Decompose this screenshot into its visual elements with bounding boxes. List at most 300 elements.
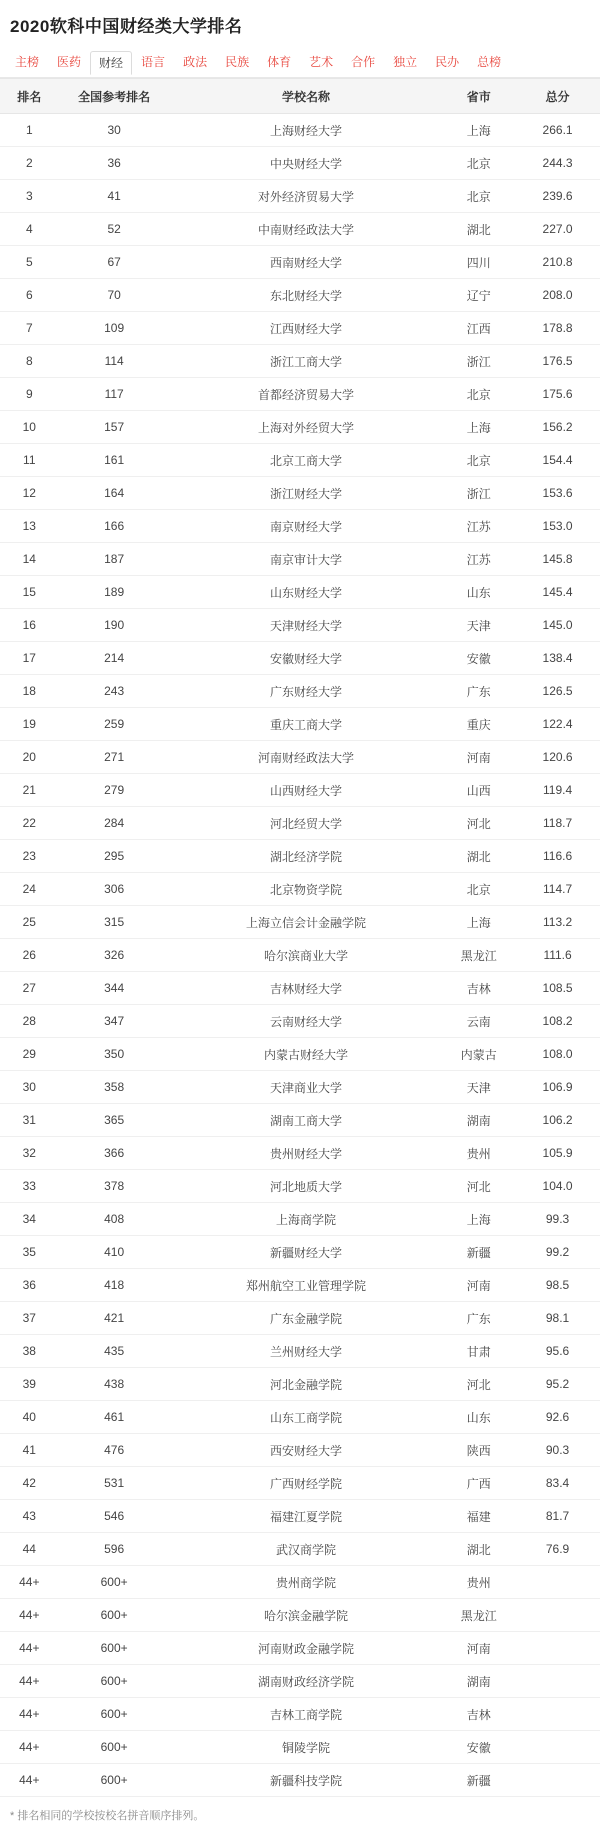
- cell-province: 广东: [442, 1302, 515, 1335]
- cell-rank: 38: [0, 1335, 59, 1368]
- cell-rank: 17: [0, 642, 59, 675]
- cell-national-rank: 421: [59, 1302, 170, 1335]
- column-header-2: 学校名称: [170, 79, 443, 114]
- tab-11[interactable]: 总榜: [477, 55, 502, 69]
- cell-province: 浙江: [442, 477, 515, 510]
- cell-score: [515, 1665, 600, 1698]
- cell-name: 广东金融学院: [170, 1302, 443, 1335]
- cell-name: 重庆工商大学: [170, 708, 443, 741]
- cell-rank: 19: [0, 708, 59, 741]
- cell-province: 北京: [442, 378, 515, 411]
- cell-name: 郑州航空工业管理学院: [170, 1269, 443, 1302]
- cell-province: 贵州: [442, 1566, 515, 1599]
- category-tabs: [0, 47, 600, 78]
- table-row: [0, 840, 600, 873]
- cell-score: 118.7: [515, 807, 600, 840]
- cell-province: 天津: [442, 1071, 515, 1104]
- cell-rank: 27: [0, 972, 59, 1005]
- cell-score: 99.3: [515, 1203, 600, 1236]
- table-row: [0, 939, 600, 972]
- table-header: [0, 79, 600, 114]
- table-row: [0, 1599, 600, 1632]
- tab-8[interactable]: 合作: [351, 55, 376, 69]
- cell-national-rank: 600+: [59, 1599, 170, 1632]
- cell-national-rank: 187: [59, 543, 170, 576]
- cell-national-rank: 284: [59, 807, 170, 840]
- cell-score: 208.0: [515, 279, 600, 312]
- cell-national-rank: 531: [59, 1467, 170, 1500]
- cell-province: 河北: [442, 1368, 515, 1401]
- cell-province: 河南: [442, 1269, 515, 1302]
- cell-rank: 37: [0, 1302, 59, 1335]
- cell-name: 天津财经大学: [170, 609, 443, 642]
- cell-name: 西南财经大学: [170, 246, 443, 279]
- table-row: [0, 1335, 600, 1368]
- cell-score: 76.9: [515, 1533, 600, 1566]
- table-row: [0, 279, 600, 312]
- cell-rank: 36: [0, 1269, 59, 1302]
- cell-national-rank: 67: [59, 246, 170, 279]
- tab-4[interactable]: 政法: [183, 55, 208, 69]
- cell-score: 108.5: [515, 972, 600, 1005]
- cell-province: 福建: [442, 1500, 515, 1533]
- cell-rank: 26: [0, 939, 59, 972]
- cell-name: 东北财经大学: [170, 279, 443, 312]
- ranking-table: [0, 78, 600, 1797]
- cell-national-rank: 70: [59, 279, 170, 312]
- cell-rank: 18: [0, 675, 59, 708]
- cell-province: 上海: [442, 906, 515, 939]
- table-row: [0, 345, 600, 378]
- table-row: [0, 114, 600, 147]
- cell-score: 244.3: [515, 147, 600, 180]
- cell-province: 广东: [442, 675, 515, 708]
- cell-national-rank: 600+: [59, 1665, 170, 1698]
- cell-score: 92.6: [515, 1401, 600, 1434]
- cell-province: 湖北: [442, 840, 515, 873]
- table-row: [0, 576, 600, 609]
- cell-rank: 22: [0, 807, 59, 840]
- table-header-row: [0, 79, 600, 114]
- table-row: [0, 180, 600, 213]
- table-row: [0, 246, 600, 279]
- cell-national-rank: 306: [59, 873, 170, 906]
- cell-name: 武汉商学院: [170, 1533, 443, 1566]
- cell-name: 湖北经济学院: [170, 840, 443, 873]
- cell-rank: 6: [0, 279, 59, 312]
- cell-rank: 44+: [0, 1665, 59, 1698]
- cell-national-rank: 600+: [59, 1698, 170, 1731]
- cell-rank: 20: [0, 741, 59, 774]
- cell-score: 81.7: [515, 1500, 600, 1533]
- cell-rank: 2: [0, 147, 59, 180]
- cell-national-rank: 279: [59, 774, 170, 807]
- table-row: [0, 1764, 600, 1797]
- cell-rank: 1: [0, 114, 59, 147]
- cell-score: 153.0: [515, 510, 600, 543]
- cell-national-rank: 546: [59, 1500, 170, 1533]
- cell-national-rank: 350: [59, 1038, 170, 1071]
- table-row: [0, 1533, 600, 1566]
- cell-national-rank: 243: [59, 675, 170, 708]
- tab-0[interactable]: 主榜: [15, 55, 40, 69]
- cell-national-rank: 600+: [59, 1731, 170, 1764]
- cell-name: 广西财经学院: [170, 1467, 443, 1500]
- cell-province: 黑龙江: [442, 939, 515, 972]
- table-row: [0, 873, 600, 906]
- cell-national-rank: 189: [59, 576, 170, 609]
- cell-rank: 44+: [0, 1698, 59, 1731]
- column-header-4: 总分: [515, 79, 600, 114]
- cell-score: 153.6: [515, 477, 600, 510]
- cell-national-rank: 259: [59, 708, 170, 741]
- cell-province: 北京: [442, 180, 515, 213]
- column-header-1: 全国参考排名: [59, 79, 170, 114]
- cell-name: 上海财经大学: [170, 114, 443, 147]
- cell-national-rank: 365: [59, 1104, 170, 1137]
- cell-province: 吉林: [442, 972, 515, 1005]
- cell-rank: 30: [0, 1071, 59, 1104]
- cell-rank: 41: [0, 1434, 59, 1467]
- cell-name: 山东工商学院: [170, 1401, 443, 1434]
- cell-province: 江苏: [442, 543, 515, 576]
- cell-score: 176.5: [515, 345, 600, 378]
- tab-6[interactable]: 体育: [267, 55, 292, 69]
- cell-score: 105.9: [515, 1137, 600, 1170]
- table-row: [0, 444, 600, 477]
- cell-province: 北京: [442, 873, 515, 906]
- cell-rank: 14: [0, 543, 59, 576]
- cell-national-rank: 476: [59, 1434, 170, 1467]
- cell-rank: 15: [0, 576, 59, 609]
- tab-1[interactable]: 医药: [57, 55, 82, 69]
- cell-province: 安徽: [442, 642, 515, 675]
- table-row: [0, 411, 600, 444]
- cell-name: 兰州财经大学: [170, 1335, 443, 1368]
- cell-rank: 44+: [0, 1566, 59, 1599]
- cell-score: 210.8: [515, 246, 600, 279]
- cell-name: 贵州财经大学: [170, 1137, 443, 1170]
- cell-name: 广东财经大学: [170, 675, 443, 708]
- cell-rank: 44+: [0, 1764, 59, 1797]
- cell-province: 上海: [442, 1203, 515, 1236]
- cell-national-rank: 109: [59, 312, 170, 345]
- cell-province: 湖北: [442, 213, 515, 246]
- cell-rank: 34: [0, 1203, 59, 1236]
- cell-rank: 9: [0, 378, 59, 411]
- cell-score: 83.4: [515, 1467, 600, 1500]
- cell-name: 云南财经大学: [170, 1005, 443, 1038]
- cell-province: 四川: [442, 246, 515, 279]
- cell-province: 山东: [442, 576, 515, 609]
- cell-score: 145.4: [515, 576, 600, 609]
- cell-province: 江苏: [442, 510, 515, 543]
- cell-national-rank: 600+: [59, 1566, 170, 1599]
- cell-province: 浙江: [442, 345, 515, 378]
- cell-name: 贵州商学院: [170, 1566, 443, 1599]
- cell-name: 北京物资学院: [170, 873, 443, 906]
- cell-name: 新疆科技学院: [170, 1764, 443, 1797]
- cell-name: 山东财经大学: [170, 576, 443, 609]
- cell-national-rank: 600+: [59, 1764, 170, 1797]
- cell-national-rank: 461: [59, 1401, 170, 1434]
- cell-province: 贵州: [442, 1137, 515, 1170]
- table-row: [0, 1302, 600, 1335]
- cell-national-rank: 164: [59, 477, 170, 510]
- cell-score: 108.2: [515, 1005, 600, 1038]
- cell-province: 河南: [442, 1632, 515, 1665]
- cell-name: 吉林财经大学: [170, 972, 443, 1005]
- cell-name: 河北地质大学: [170, 1170, 443, 1203]
- cell-rank: 43: [0, 1500, 59, 1533]
- table-row: [0, 1434, 600, 1467]
- cell-province: 重庆: [442, 708, 515, 741]
- table-row: [0, 312, 600, 345]
- table-row: [0, 1500, 600, 1533]
- cell-rank: 23: [0, 840, 59, 873]
- cell-national-rank: 30: [59, 114, 170, 147]
- table-row: [0, 543, 600, 576]
- cell-national-rank: 157: [59, 411, 170, 444]
- cell-rank: 35: [0, 1236, 59, 1269]
- table-row: [0, 378, 600, 411]
- cell-rank: 44+: [0, 1599, 59, 1632]
- cell-name: 福建江夏学院: [170, 1500, 443, 1533]
- table-row: [0, 213, 600, 246]
- cell-name: 浙江工商大学: [170, 345, 443, 378]
- cell-score: 266.1: [515, 114, 600, 147]
- table-row: [0, 1038, 600, 1071]
- cell-name: 湖南财政经济学院: [170, 1665, 443, 1698]
- cell-name: 新疆财经大学: [170, 1236, 443, 1269]
- cell-national-rank: 52: [59, 213, 170, 246]
- cell-national-rank: 315: [59, 906, 170, 939]
- cell-score: 156.2: [515, 411, 600, 444]
- cell-province: 湖南: [442, 1665, 515, 1698]
- cell-province: 广西: [442, 1467, 515, 1500]
- table-row: [0, 774, 600, 807]
- table-row: [0, 1104, 600, 1137]
- cell-rank: 31: [0, 1104, 59, 1137]
- column-header-0: 排名: [0, 79, 59, 114]
- cell-rank: 39: [0, 1368, 59, 1401]
- cell-score: 106.9: [515, 1071, 600, 1104]
- table-row: [0, 1632, 600, 1665]
- cell-score: 116.6: [515, 840, 600, 873]
- cell-name: 吉林工商学院: [170, 1698, 443, 1731]
- cell-rank: 16: [0, 609, 59, 642]
- cell-national-rank: 117: [59, 378, 170, 411]
- cell-rank: 21: [0, 774, 59, 807]
- table-row: [0, 1137, 600, 1170]
- cell-national-rank: 41: [59, 180, 170, 213]
- cell-name: 中央财经大学: [170, 147, 443, 180]
- cell-province: 内蒙古: [442, 1038, 515, 1071]
- cell-score: 227.0: [515, 213, 600, 246]
- cell-province: 吉林: [442, 1698, 515, 1731]
- cell-name: 上海对外经贸大学: [170, 411, 443, 444]
- table-row: [0, 1665, 600, 1698]
- cell-rank: 11: [0, 444, 59, 477]
- cell-score: 120.6: [515, 741, 600, 774]
- cell-national-rank: 214: [59, 642, 170, 675]
- cell-score: [515, 1764, 600, 1797]
- cell-name: 浙江财经大学: [170, 477, 443, 510]
- cell-rank: 44: [0, 1533, 59, 1566]
- table-row: [0, 1071, 600, 1104]
- cell-province: 上海: [442, 411, 515, 444]
- cell-province: 湖北: [442, 1533, 515, 1566]
- cell-rank: 5: [0, 246, 59, 279]
- cell-rank: 42: [0, 1467, 59, 1500]
- cell-rank: 29: [0, 1038, 59, 1071]
- table-body: [0, 114, 600, 1797]
- cell-score: 145.8: [515, 543, 600, 576]
- cell-province: 陕西: [442, 1434, 515, 1467]
- table-row: [0, 972, 600, 1005]
- cell-national-rank: 295: [59, 840, 170, 873]
- cell-name: 哈尔滨金融学院: [170, 1599, 443, 1632]
- cell-score: 111.6: [515, 939, 600, 972]
- table-row: [0, 477, 600, 510]
- table-row: [0, 1170, 600, 1203]
- cell-score: 122.4: [515, 708, 600, 741]
- cell-province: 河南: [442, 741, 515, 774]
- cell-name: 西安财经大学: [170, 1434, 443, 1467]
- table-row: [0, 1401, 600, 1434]
- cell-name: 河北经贸大学: [170, 807, 443, 840]
- table-row: [0, 510, 600, 543]
- cell-score: 95.2: [515, 1368, 600, 1401]
- cell-score: 114.7: [515, 873, 600, 906]
- cell-score: [515, 1566, 600, 1599]
- column-header-3: 省市: [442, 79, 515, 114]
- cell-province: 甘肃: [442, 1335, 515, 1368]
- cell-province: 湖南: [442, 1104, 515, 1137]
- cell-score: [515, 1731, 600, 1764]
- cell-name: 上海立信会计金融学院: [170, 906, 443, 939]
- cell-national-rank: 271: [59, 741, 170, 774]
- cell-rank: 4: [0, 213, 59, 246]
- cell-rank: 8: [0, 345, 59, 378]
- cell-national-rank: 438: [59, 1368, 170, 1401]
- table-row: [0, 675, 600, 708]
- cell-province: 江西: [442, 312, 515, 345]
- cell-score: 106.2: [515, 1104, 600, 1137]
- cell-score: 108.0: [515, 1038, 600, 1071]
- cell-name: 南京审计大学: [170, 543, 443, 576]
- cell-score: 175.6: [515, 378, 600, 411]
- cell-score: 178.8: [515, 312, 600, 345]
- cell-province: 黑龙江: [442, 1599, 515, 1632]
- cell-score: 95.6: [515, 1335, 600, 1368]
- cell-name: 铜陵学院: [170, 1731, 443, 1764]
- cell-score: 145.0: [515, 609, 600, 642]
- table-row: [0, 1731, 600, 1764]
- table-footnote: * 排名相同的学校按校名拼音顺序排列。: [10, 1810, 205, 1822]
- cell-name: 河南财经政法大学: [170, 741, 443, 774]
- table-row: [0, 642, 600, 675]
- cell-national-rank: 596: [59, 1533, 170, 1566]
- cell-province: 北京: [442, 147, 515, 180]
- cell-name: 南京财经大学: [170, 510, 443, 543]
- table-row: [0, 708, 600, 741]
- cell-rank: 33: [0, 1170, 59, 1203]
- cell-score: 138.4: [515, 642, 600, 675]
- cell-rank: 44+: [0, 1731, 59, 1764]
- cell-name: 对外经济贸易大学: [170, 180, 443, 213]
- cell-province: 上海: [442, 114, 515, 147]
- cell-score: 154.4: [515, 444, 600, 477]
- cell-score: [515, 1599, 600, 1632]
- cell-score: 119.4: [515, 774, 600, 807]
- cell-national-rank: 366: [59, 1137, 170, 1170]
- cell-name: 江西财经大学: [170, 312, 443, 345]
- cell-rank: 24: [0, 873, 59, 906]
- cell-score: 99.2: [515, 1236, 600, 1269]
- tab-10[interactable]: 民办: [435, 55, 460, 69]
- cell-name: 河北金融学院: [170, 1368, 443, 1401]
- cell-name: 湖南工商大学: [170, 1104, 443, 1137]
- cell-province: 天津: [442, 609, 515, 642]
- cell-score: 113.2: [515, 906, 600, 939]
- table-row: [0, 1368, 600, 1401]
- tab-5[interactable]: 民族: [225, 55, 250, 69]
- cell-name: 上海商学院: [170, 1203, 443, 1236]
- cell-rank: 40: [0, 1401, 59, 1434]
- tab-2[interactable]: 财经: [90, 51, 132, 75]
- cell-rank: 10: [0, 411, 59, 444]
- table-row: [0, 1236, 600, 1269]
- cell-national-rank: 344: [59, 972, 170, 1005]
- table-row: [0, 147, 600, 180]
- cell-score: 126.5: [515, 675, 600, 708]
- cell-name: 河南财政金融学院: [170, 1632, 443, 1665]
- cell-name: 首都经济贸易大学: [170, 378, 443, 411]
- cell-province: 安徽: [442, 1731, 515, 1764]
- cell-province: 新疆: [442, 1236, 515, 1269]
- cell-score: 98.1: [515, 1302, 600, 1335]
- cell-national-rank: 36: [59, 147, 170, 180]
- cell-national-rank: 378: [59, 1170, 170, 1203]
- cell-rank: 12: [0, 477, 59, 510]
- table-row: [0, 807, 600, 840]
- page-title: 2020软科中国财经类大学排名: [10, 17, 243, 36]
- cell-province: 新疆: [442, 1764, 515, 1797]
- cell-national-rank: 326: [59, 939, 170, 972]
- cell-province: 云南: [442, 1005, 515, 1038]
- cell-rank: 7: [0, 312, 59, 345]
- cell-name: 安徽财经大学: [170, 642, 443, 675]
- tab-7[interactable]: 艺术: [309, 55, 334, 69]
- cell-national-rank: 600+: [59, 1632, 170, 1665]
- table-row: [0, 609, 600, 642]
- cell-score: 98.5: [515, 1269, 600, 1302]
- cell-national-rank: 161: [59, 444, 170, 477]
- table-row: [0, 906, 600, 939]
- table-row: [0, 1566, 600, 1599]
- cell-province: 河北: [442, 807, 515, 840]
- cell-name: 天津商业大学: [170, 1071, 443, 1104]
- table-row: [0, 1005, 600, 1038]
- tab-9[interactable]: 独立: [393, 55, 418, 69]
- table-row: [0, 1467, 600, 1500]
- cell-national-rank: 410: [59, 1236, 170, 1269]
- cell-name: 哈尔滨商业大学: [170, 939, 443, 972]
- tab-3[interactable]: 语言: [141, 55, 166, 69]
- cell-score: 90.3: [515, 1434, 600, 1467]
- cell-province: 山西: [442, 774, 515, 807]
